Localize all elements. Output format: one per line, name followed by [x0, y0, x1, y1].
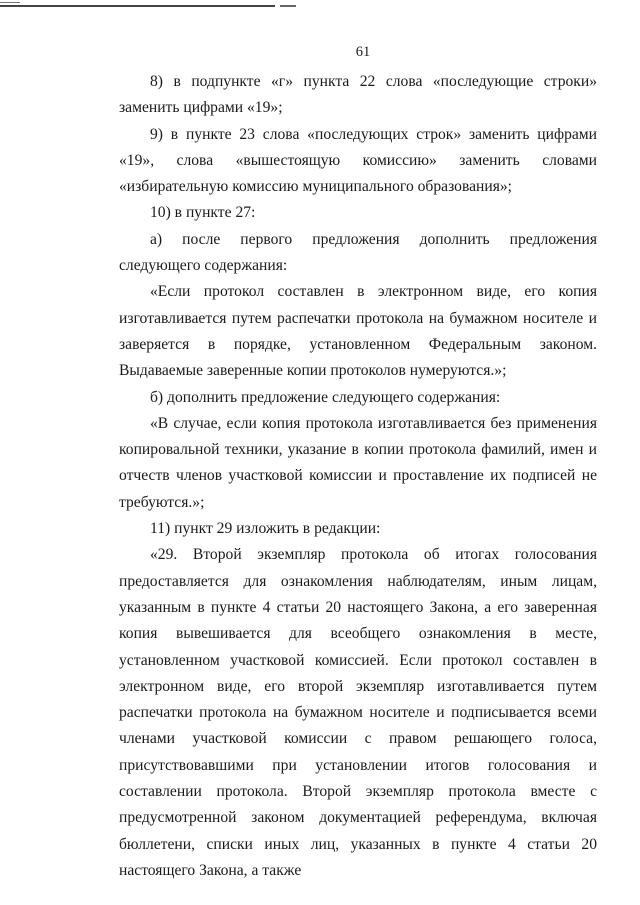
paragraph-quote-protocol-copy: «Если протокол составлен в электронном виде, его копия изготавливается путем распечатки протокола на бумажном носителе и заверяется в порядке, установленном Федеральным законом. Выдаваемые заверенные копии протоколов нумеруются.»; — [119, 283, 597, 380]
paragraph-quote-point-29: «29. Второй экземпляр протокола об итогах голосования предоставляется для ознакомления наблюдателям, иным лицам, указанным в пункте 4 статьи 20 настоящего Закона, а его заверенная копия вывешивается для всеобщего ознакомления в месте, установленном участковой комиссией. Если протокол составлен в электронном виде, его второй экземпляр изготавливается путем распечатки протокола на бумажном носителе и подписывается всеми членами участковой комиссии с правом решающего голоса, присутствовавшими при установлении итогов голосования и составлении протокола. Второй экземпляр протокола вместе с предусмотренной законом документацией референдума, включая бюллетени, списки иных лиц, указанных в пункте 4 статьи 20 настоящего Закона, а также — [119, 546, 597, 879]
paragraph-item-11: 11) пункт 29 изложить в редакции: — [150, 520, 381, 538]
paragraph-subitem-b: б) дополнить предложение следующего содержания: — [150, 388, 501, 406]
paragraph-item-10: 10) в пункте 27: — [150, 204, 256, 222]
top-border-line — [0, 5, 300, 7]
paragraph-subitem-a: а) после первого предложения дополнить предложения следующего содержания: — [119, 230, 597, 275]
paragraph-item-8: 8) в подпункте «г» пункта 22 слова «последующие строки» заменить цифрами «19»; — [119, 73, 597, 117]
page-number: 61 — [355, 44, 371, 60]
document-body — [119, 69, 597, 884]
paragraph-item-9: 9) в пункте 23 слова «последующих строк» заменить цифрами «19», слова «вышестоящую комиссию» заменить словами «избирательную комиссию муниципального образования»; — [119, 125, 597, 196]
paragraph-quote-copy-technique: «В случае, если копия протокола изготавливается без применения копировальной техники, указание в копии протокола фамилий, имен и отчеств членов участковой комиссии и проставление их подписей не требуются.»; — [119, 414, 597, 511]
